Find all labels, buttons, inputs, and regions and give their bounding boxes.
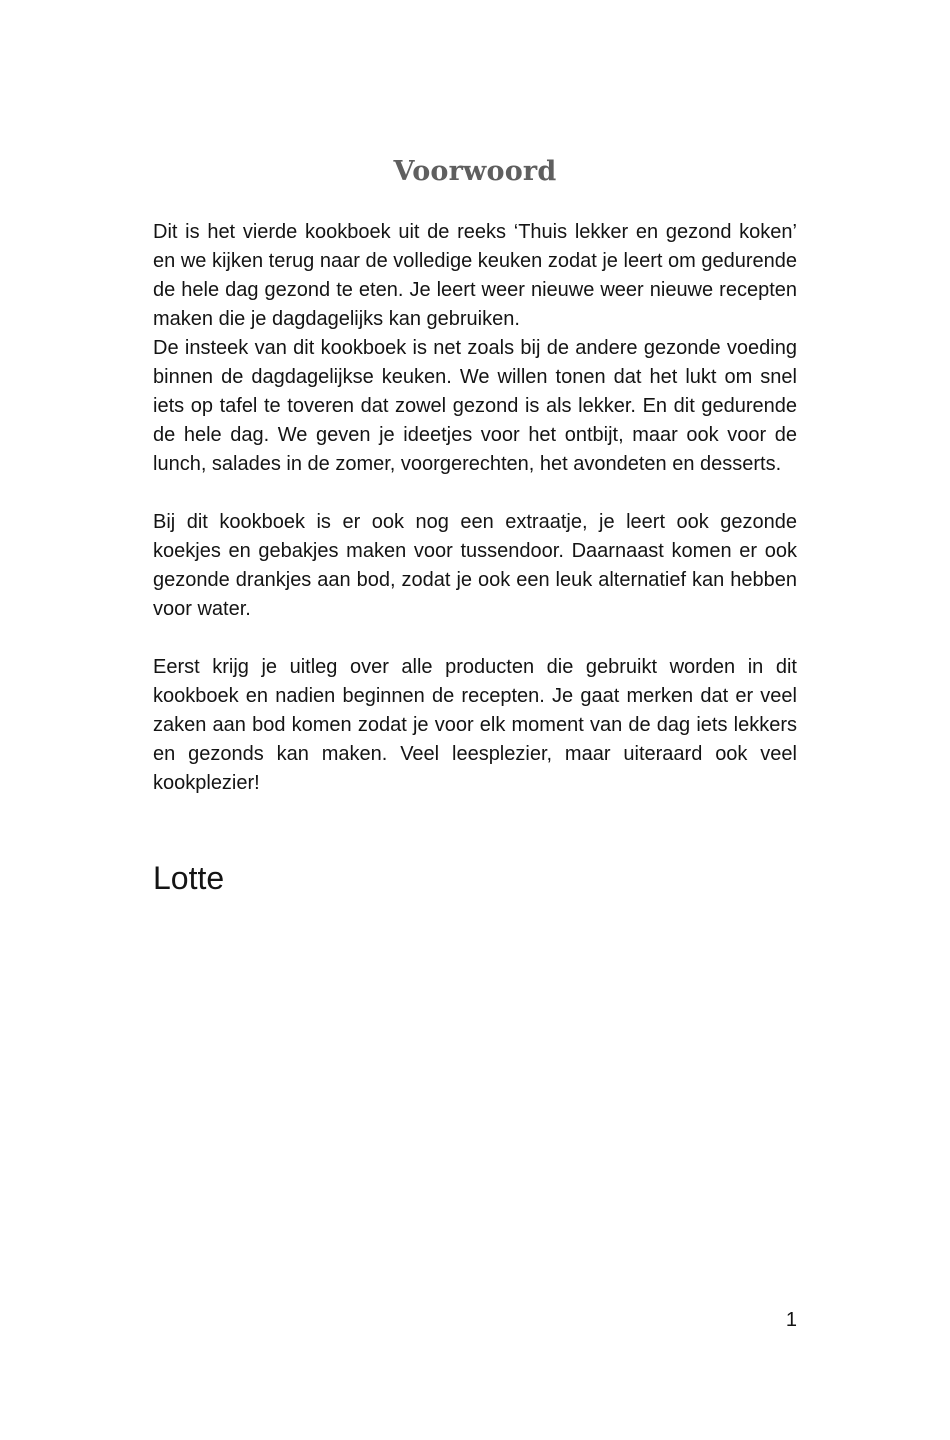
page-title: Voorwoord (393, 156, 557, 187)
paragraph-2: De insteek van dit kookboek is net zoals bij de andere gezonde voeding binnen de dagdagelijkse keuken. We willen tonen dat het lukt om snel iets op tafel te toveren dat zowel gezond is als lekker. En dit gedurende de hele dag. We geven je ideetjes voor het ontbijt, maar ook voor de lunch, salades in de zomer, voorgerechten, het avondeten en desserts. (153, 337, 797, 475)
page-number: 1 (785, 1309, 797, 1331)
paragraph-4: Eerst krijg je uitleg over alle producten die gebruikt worden in dit kookboek en nadien beginnen de recepten. Je gaat merken dat er veel zaken aan bod komen zodat je voor elk moment van de dag iets lekkers en gezonds kan maken. Veel leesplezier, maar uiteraard ook veel kookplezier! (153, 656, 797, 794)
author-signature: Lotte (153, 860, 225, 896)
paragraph-1: Dit is het vierde kookboek uit de reeks ‘Thuis lekker en gezond koken’ en we kijken terug naar de volledige keuken zodat je leert om gedurende de hele dag gezond te eten. Je leert weer nieuwe weer nieuwe recepten maken die je dagdagelijks kan gebruiken. (153, 221, 797, 330)
paragraph-3: Bij dit kookboek is er ook nog een extraatje, je leert ook gezonde koekjes en gebakjes maken voor tussendoor. Daarnaast komen er ook gezonde drankjes aan bod, zodat je ook een leuk alternatief kan hebben voor water. (153, 511, 797, 620)
foreword-body (153, 218, 797, 798)
